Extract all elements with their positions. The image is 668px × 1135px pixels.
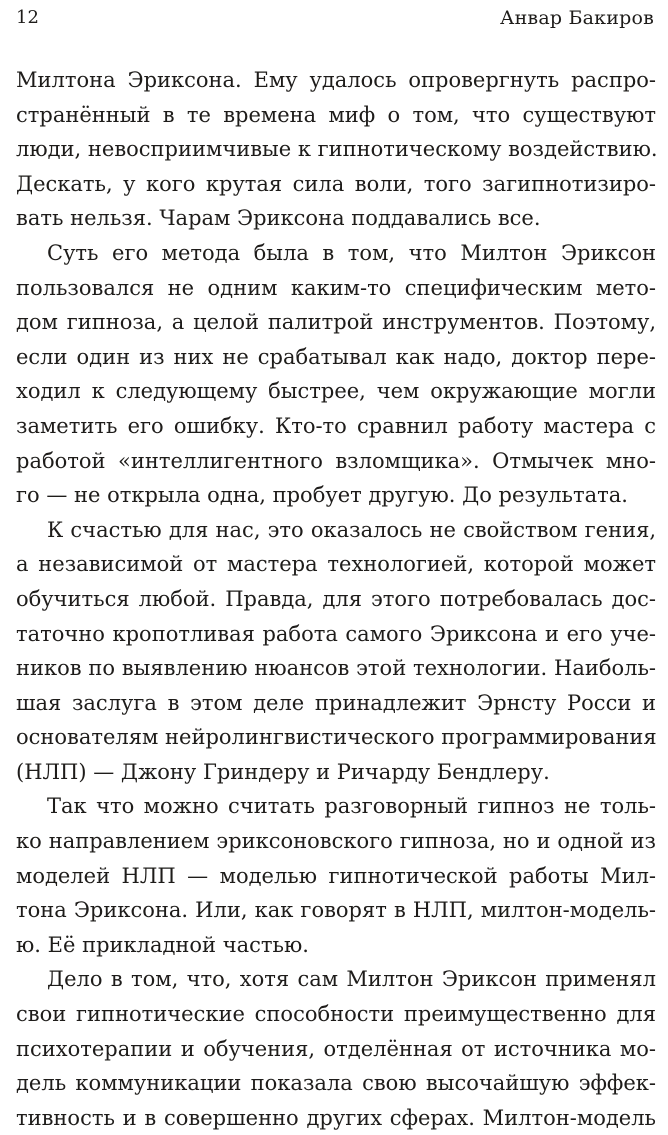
body-text — [16, 63, 656, 1135]
text-line: люди, невосприимчивые к гипнотическому воздействию. — [16, 137, 658, 162]
text-line: Милтона Эриксона. Ему удалось опровергнуть распро- — [16, 68, 656, 92]
paragraph — [16, 63, 656, 236]
paragraph — [16, 236, 656, 513]
page-number: 12 — [16, 7, 39, 28]
paragraph — [16, 962, 656, 1135]
text-line: моделей НЛП — моделью гипнотической работы Мил- — [16, 863, 656, 888]
text-line: пользовался не одним каким-то специфическим мето- — [16, 275, 656, 300]
text-line: работой «интеллигентного взломщика». Отмычек мно- — [16, 448, 656, 473]
text-line: ко направлением эриксоновского гипноза, но и одной из — [16, 829, 656, 854]
paragraph — [16, 513, 656, 790]
text-line: тивность и в совершенно других сферах. Милтон-модель — [16, 1105, 656, 1130]
text-line: вать нельзя. Чарам Эриксона поддавались все. — [16, 206, 541, 231]
page-header — [16, 6, 654, 30]
running-head-author: Анвар Бакиров — [499, 7, 654, 29]
text-line: ходил к следующему быстрее, чем окружающие могли — [16, 379, 656, 404]
paragraph — [16, 789, 656, 962]
text-line: психотерапии и обучения, отделённая от источника мо- — [16, 1036, 656, 1061]
text-line: Так что можно считать разговорный гипноз не толь- — [47, 794, 656, 819]
text-line: обучиться любой. Правда, для этого потребовалась дос- — [16, 586, 656, 611]
text-line: ю. Её прикладной частью. — [16, 932, 309, 957]
text-line: Дело в том, что, хотя сам Милтон Эриксон применял — [47, 967, 656, 992]
text-line: Дескать, у кого крутая сила воли, того загипнотизиро- — [16, 171, 656, 196]
text-line: дель коммуникации показала свою высочайшую эффек- — [16, 1071, 656, 1096]
text-line: дом гипноза, а целой палитрой инструментов. Поэтому, — [16, 310, 656, 335]
text-line: если один из них не срабатывал как надо, доктор пере- — [16, 344, 656, 369]
text-line: Суть его метода была в том, что Милтон Эриксон — [47, 240, 656, 265]
text-line: таточно кропотливая работа самого Эриксона и его уче- — [16, 621, 656, 646]
text-line: (НЛП) — Джону Гриндеру и Ричарду Бендлеру. — [16, 759, 550, 784]
text-line: го — не открыла одна, пробует другую. До результата. — [16, 483, 628, 508]
text-line: заметить его ошибку. Кто-то сравнил работу мастера с — [16, 413, 656, 438]
text-line: ников по выявлению нюансов этой технологии. Наиболь- — [16, 656, 656, 681]
text-line: тона Эриксона. Или, как говорят в НЛП, милтон-модель- — [16, 898, 656, 923]
text-line: странённый в те времена миф о том, что существуют — [16, 102, 656, 127]
text-line: свои гипнотические способности преимущественно для — [16, 1002, 656, 1027]
text-line: основателям нейролингвистического программирования — [16, 725, 657, 750]
text-line: К счастью для нас, это оказалось не свойством гения, — [47, 517, 656, 542]
text-line: а независимой от мастера технологией, которой может — [16, 552, 656, 577]
text-line: шая заслуга в этом деле принадлежит Эрнсту Росси и — [16, 690, 656, 715]
